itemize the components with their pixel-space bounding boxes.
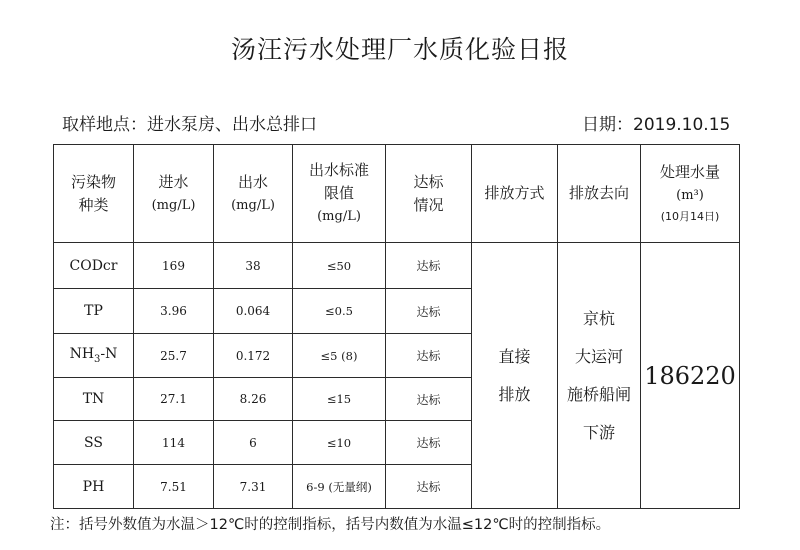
discharge-method-line1: 直接 [498, 346, 531, 366]
header-limit-unit: (mg/L) [317, 209, 361, 224]
header-limit [293, 145, 386, 243]
limit-value: ≤15 [293, 378, 386, 421]
pollutant-name-subscript: 3 [94, 353, 101, 365]
compliance-status: 达标 [386, 334, 472, 378]
effluent-value: 0.064 [214, 289, 293, 334]
influent-value: 25.7 [134, 334, 214, 378]
influent-value: 3.96 [134, 289, 214, 334]
header-pollutant-line2: 种类 [78, 195, 109, 214]
discharge-direction-line1: 京杭 [582, 308, 615, 328]
header-discharge-direction: 排放去向 [558, 145, 641, 243]
effluent-value: 8.26 [214, 378, 293, 421]
table-row [54, 243, 740, 289]
effluent-value: 7.31 [214, 465, 293, 509]
header-volume-date: (10月14日) [660, 209, 720, 223]
pollutant-name-main: NH [69, 346, 95, 363]
influent-value: 7.51 [134, 465, 214, 509]
header-volume-unit: (m³) [676, 187, 704, 203]
header-limit-line1: 出水标准 [308, 161, 369, 179]
compliance-status: 达标 [386, 465, 472, 509]
pollutant-name: SS [54, 421, 134, 465]
pollutant-name: PH [54, 465, 134, 509]
limit-value: ≤50 [293, 243, 386, 289]
report-title: 汤汪污水处理厂水质化验日报 [230, 35, 569, 64]
header-influent-unit: (mg/L) [151, 197, 196, 213]
header-compliance-line1: 达标 [413, 172, 444, 191]
header-discharge-method: 排放方式 [472, 145, 558, 243]
treatment-volume-value: 186220 [641, 243, 740, 509]
discharge-direction-line4: 下游 [582, 422, 615, 442]
discharge-method-line2: 排放 [498, 384, 531, 404]
header-compliance-line2: 情况 [413, 195, 444, 214]
header-volume [641, 145, 740, 243]
influent-value: 27.1 [134, 378, 214, 421]
pollutant-name: TN [54, 378, 134, 421]
effluent-value: 0.172 [214, 334, 293, 378]
limit-value: ≤0.5 [293, 289, 386, 334]
limit-value: 6-9 (无量纲) [293, 465, 386, 509]
effluent-value: 38 [214, 243, 293, 289]
influent-value: 114 [134, 421, 214, 465]
discharge-direction-line3: 施桥船闸 [566, 384, 631, 404]
water-quality-table [53, 144, 740, 509]
header-row [54, 145, 740, 243]
limit-value: ≤10 [293, 421, 386, 465]
header-compliance [386, 145, 472, 243]
header-limit-line2: 限值 [323, 184, 354, 202]
footnote: 注：括号外数值为水温＞12℃时的控制指标，括号内数值为水温≤12℃时的控制指标。 [50, 517, 611, 533]
discharge-direction-line2: 大运河 [574, 346, 623, 366]
pollutant-name: TP [54, 289, 134, 334]
pollutant-name [54, 334, 134, 378]
discharge-direction-cell [558, 243, 641, 509]
compliance-status: 达标 [386, 289, 472, 334]
header-influent [134, 145, 214, 243]
sampling-location: 取样地点：进水泵房、出水总排口 [62, 115, 317, 135]
influent-value: 169 [134, 243, 214, 289]
header-influent-line1: 进水 [158, 172, 189, 191]
report-date: 日期：2019.10.15 [582, 115, 731, 135]
pollutant-name: CODcr [54, 243, 134, 289]
pollutant-name-tail: -N [100, 346, 118, 363]
header-effluent-unit: (mg/L) [231, 197, 275, 213]
header-pollutant-line1: 污染物 [70, 172, 116, 191]
discharge-method-cell [472, 243, 558, 509]
header-effluent [214, 145, 293, 243]
compliance-status: 达标 [386, 421, 472, 465]
header-volume-line1: 处理水量 [659, 162, 720, 181]
limit-value: ≤5 (8) [293, 334, 386, 378]
header-effluent-line1: 出水 [237, 172, 268, 191]
compliance-status: 达标 [386, 243, 472, 289]
compliance-status: 达标 [386, 378, 472, 421]
header-pollutant [54, 145, 134, 243]
effluent-value: 6 [214, 421, 293, 465]
